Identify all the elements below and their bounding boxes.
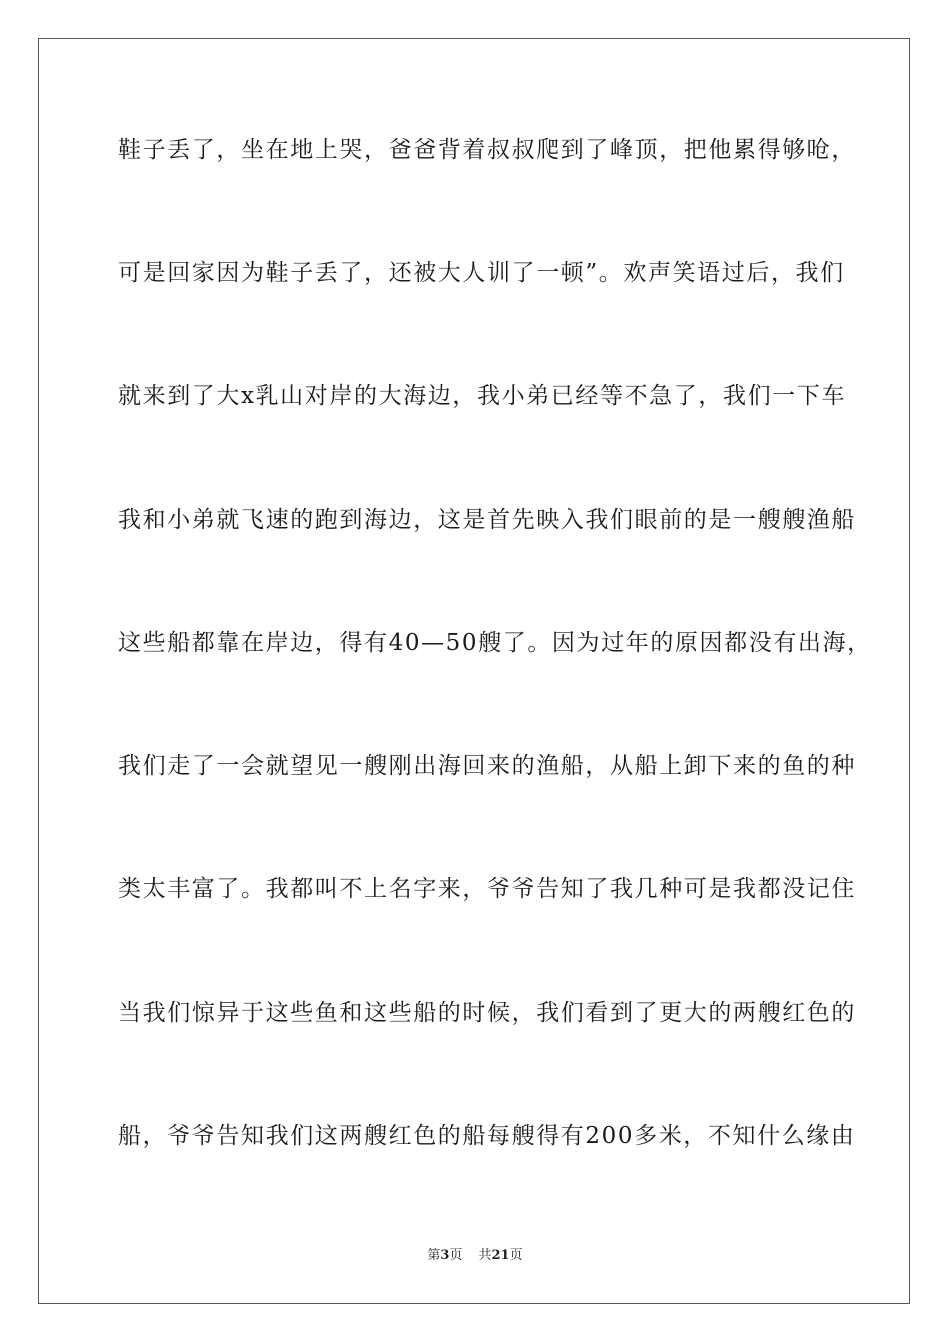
body-text-line: 鞋子丢了，坐在地上哭，爸爸背着叔叔爬到了峰顶，把他累得够呛， [118, 137, 856, 163]
total-pages-label: 共21页 [478, 1248, 523, 1263]
body-text-line: 船，爷爷告知我们这两艘红色的船每艘得有200多米，不知什么缘由 [118, 1123, 856, 1149]
page-border [38, 38, 910, 1304]
body-text-line: 我和小弟就飞速的跑到海边，这是首先映入我们眼前的是一艘艘渔船 [118, 507, 856, 533]
page-number-label: 第3页 [427, 1248, 463, 1263]
body-text-line: 这些船都靠在岸边，得有40—50艘了。因为过年的原因都没有出海， [118, 630, 872, 656]
body-text-line: 可是回家因为鞋子丢了，还被大人训了一顿”。欢声笑语过后，我们 [118, 260, 845, 286]
body-text-line: 我们走了一会就望见一艘刚出海回来的渔船，从船上卸下来的鱼的种 [118, 753, 856, 779]
body-text-line: 当我们惊异于这些鱼和这些船的时候，我们看到了更大的两艘红色的 [118, 1000, 856, 1026]
body-text-line: 就来到了大x乳山对岸的大海边，我小弟已经等不急了，我们一下车 [118, 383, 846, 409]
page-footer [0, 1247, 950, 1265]
body-text-line: 类太丰富了。我都叫不上名字来，爷爷告知了我几种可是我都没记住 [118, 876, 856, 902]
